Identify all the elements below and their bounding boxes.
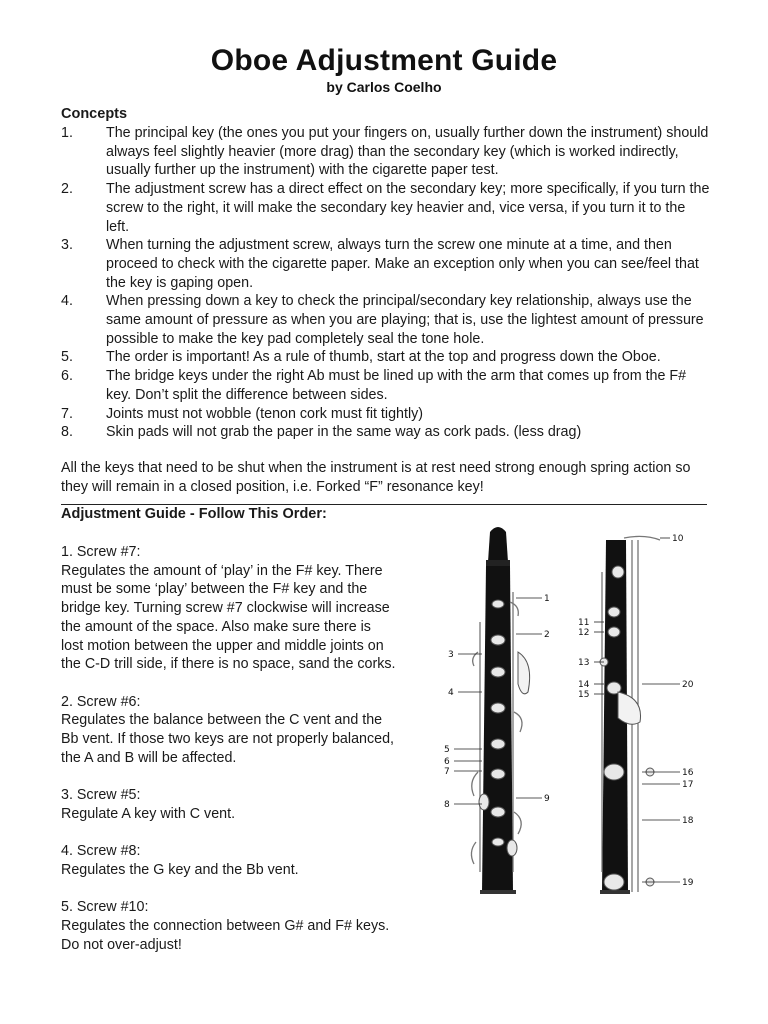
list-item (61, 236, 711, 292)
item-number: 8. (61, 424, 73, 441)
page-title: Oboe Adjustment Guide (210, 44, 558, 77)
item-number: 1. (61, 125, 73, 141)
callout-label: 1 (544, 594, 550, 604)
step-text: Regulates the connection between G# and F# keys. Do not over-adjust! (61, 918, 390, 953)
list-item (61, 124, 711, 180)
section-divider (61, 504, 707, 505)
step-title: 5. Screw #10: (61, 899, 149, 916)
item-text: The principal key (the ones you put your fingers on, usually further down the instrument) should always feel slightly heavier (more drag) than the secondary key (which is worked indirectly, usually further up the instrument) with the cigarette paper test. (106, 125, 709, 179)
callout-label: 15 (578, 690, 590, 700)
step-title: 3. Screw #5: (61, 787, 141, 804)
step-item (61, 786, 396, 823)
step-item (61, 898, 396, 954)
callout-label: 13 (578, 658, 590, 668)
step-item (61, 543, 396, 674)
step-item (61, 842, 396, 879)
concepts-list (61, 124, 711, 442)
callout-label: 20 (682, 680, 694, 690)
callout-label: 19 (682, 878, 694, 888)
oboe-back-view (600, 536, 660, 894)
item-text: Skin pads will not grab the paper in the same way as cork pads. (less drag) (106, 424, 582, 441)
item-text: Joints must not wobble (tenon cork must fit tightly) (106, 405, 424, 422)
guide-heading: Adjustment Guide - Follow This Order: (61, 506, 327, 522)
item-text: The order is important! As a rule of thumb, start at the top and progress down the Oboe. (106, 349, 661, 366)
item-number: 3. (61, 237, 73, 254)
oboe-diagram (418, 512, 718, 942)
spring-note: All the keys that need to be shut when the instrument is at rest need strong enough spring action so they will remain in a closed position, i.e. Forked “F” resonance key! (61, 460, 691, 495)
callout-label: 5 (444, 745, 450, 755)
oboe-front-view (471, 527, 529, 894)
item-text: When turning the adjustment screw, always turn the screw one minute at a time, and then proceed to check with the cigarette paper. Make an exception only when you can see/feel that the key is gaping open. (106, 237, 699, 291)
callout-label: 14 (578, 680, 590, 690)
callout-label: 9 (544, 794, 550, 804)
callout-label: 16 (682, 768, 694, 778)
item-number: 4. (61, 293, 73, 310)
step-title: 4. Screw #8: (61, 843, 141, 860)
callout-label: 6 (444, 757, 450, 767)
callout-label: 12 (578, 628, 590, 638)
oboe-illustration (418, 512, 718, 942)
list-item (61, 348, 711, 367)
item-text: When pressing down a key to check the principal/secondary key relationship, always use the same amount of pressure as when you are playing; that is, use the lightest amount of pressure possible to make the key pad completely seal the tone hole. (106, 293, 704, 347)
list-item (61, 423, 711, 442)
item-text: The bridge keys under the right Ab must be lined up with the arm that comes up from the F# key. Don’t split the difference between sides. (106, 368, 687, 403)
callout-label: 4 (448, 688, 454, 698)
callout-label: 10 (672, 534, 684, 544)
step-text: Regulate A key with C vent. (61, 805, 236, 822)
list-item (61, 367, 711, 404)
item-number: 2. (61, 181, 73, 198)
step-text: Regulates the balance between the C vent and the Bb vent. If those two keys are not properly balanced, the A and B will be affected. (61, 712, 394, 766)
list-item (61, 180, 711, 236)
list-item (61, 405, 711, 424)
step-item (61, 693, 396, 768)
item-number: 6. (61, 368, 73, 385)
callout-label: 7 (444, 767, 450, 777)
callout-label: 3 (448, 650, 454, 660)
item-text: The adjustment screw has a direct effect on the secondary key; more specifically, if you turn the screw to the right, it will make the secondary key heavier and, vice versa, if you turn it to the left. (106, 181, 710, 235)
step-title: 2. Screw #6: (61, 693, 141, 710)
step-title: 1. Screw #7: (61, 544, 141, 560)
callout-label: 18 (682, 816, 694, 826)
item-number: 5. (61, 349, 73, 366)
callout-label: 17 (682, 780, 694, 790)
author-byline: by Carlos Coelho (326, 79, 442, 95)
adjustment-steps (61, 543, 396, 973)
callout-label: 8 (444, 800, 450, 810)
callout-label: 11 (578, 618, 590, 628)
list-item (61, 292, 711, 348)
concepts-heading: Concepts (61, 106, 128, 122)
step-text: Regulates the G key and the Bb vent. (61, 861, 299, 878)
callout-label: 2 (544, 630, 550, 640)
item-number: 7. (61, 405, 73, 422)
step-text: Regulates the amount of ‘play’ in the F# key. There must be some ‘play’ between the F# key and the bridge key. Turning screw #7 clockwise will increase the amount of the space. Also make sure there is lost motion between the upper and middle joints on the C-D trill side, if there is no space, sand the corks. (61, 562, 396, 673)
